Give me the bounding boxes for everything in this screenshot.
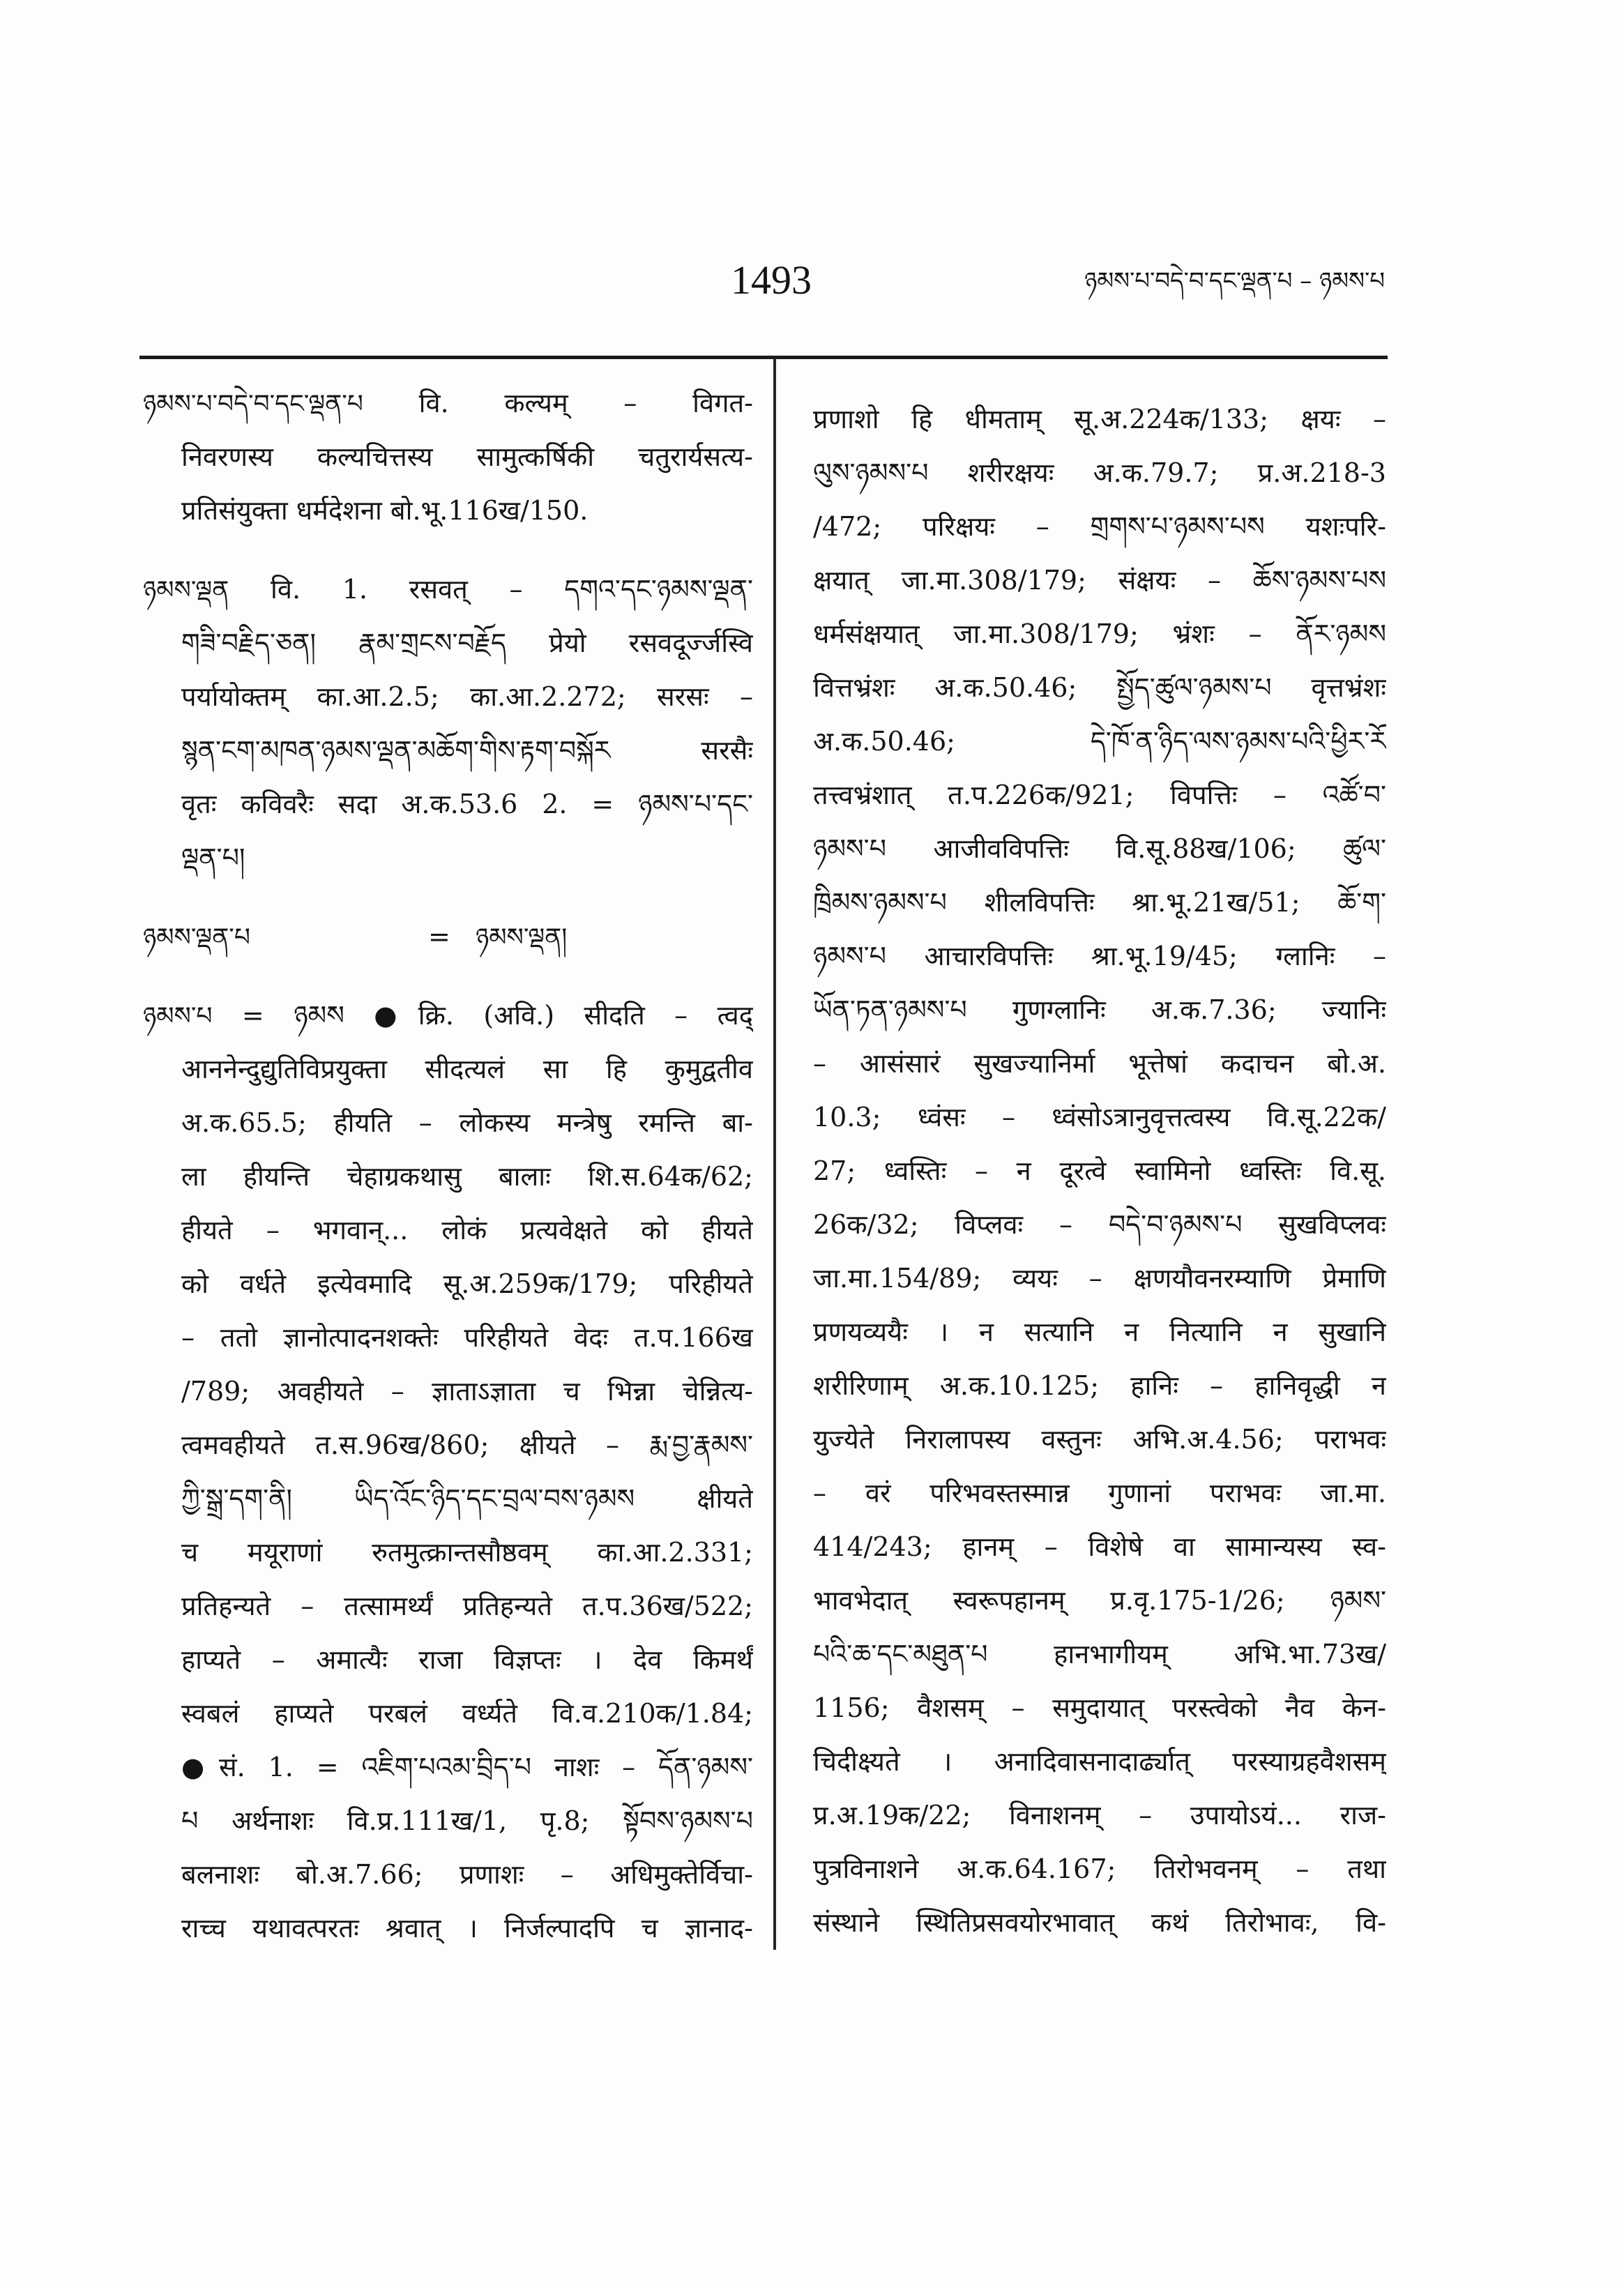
headword: ཉམས་ལྡན་པ [143, 923, 250, 952]
entry-line: ལུས་ཉམས་པ शरीरक्षयः अ.क.79.7; प्र.अ.218-3 [813, 457, 1386, 488]
entry-line: प्रतिहन्यते – तत्सामर्थ्यं प्रतिहन्यते त.प.36ख/522; [181, 1591, 753, 1621]
entry-text: = ཉམས ●क्रि. (अवि.) सीदति – त्वद् [241, 1000, 753, 1031]
entry-line [143, 563, 753, 616]
entry-line: 1156; वैशसम् – समुदायात् परस्त्वेको नैव केन- [813, 1692, 1386, 1723]
dictionary-entry [143, 563, 753, 885]
equals-sign: = [428, 921, 450, 952]
entry-line [143, 377, 753, 430]
entry-line: ●सं. 1. = འཇིག་པའམ་བྲིད་པ नाशः – དོན་ཉམས་ [181, 1752, 753, 1782]
entry-line: པ अर्थनाशः वि.प्र.111ख/1, पृ.8; སྟོབས་ཉམས་པ [181, 1805, 753, 1836]
entry-line: संस्थाने स्थितिप्रसवयोरभावात् कथं तिरोभावः, वि- [813, 1907, 1386, 1938]
entry-line: तत्त्वभ्रंशात् त.प.226क/921; विपत्तिः – འཚོ་བ་ [813, 780, 1386, 810]
entry-text: वि. कल्यम् – विगत- [418, 388, 753, 418]
entry-line: धर्मसंक्षयात् जा.मा.308/179; भ्रंशः – ནོར་ཉམས [813, 619, 1386, 649]
header-rule [139, 356, 1388, 359]
running-head: ཉམས་པ་བདེ་བ་དང་ལྡན་པ – ཉམས་པ [1084, 267, 1385, 295]
entry-line: पुत्रविनाशने अ.क.64.167; तिरोभवनम् – तथा [813, 1854, 1386, 1884]
entry-line: ཡོན་ཏན་ཉམས་པ गुणग्लानिः अ.क.7.36; ज्यानिः [813, 994, 1386, 1025]
entry-line: /472; परिक्षयः – གྲགས་པ་ཉམས་པས यशःपरि- [813, 511, 1386, 542]
entry-line: प्रतिसंयुक्ता धर्मदेशना बो.भू.116ख/150. [181, 495, 589, 526]
entry-line: 26क/32; विप्लवः – བདེ་བ་ཉམས་པ सुखविप्लवः [813, 1209, 1386, 1240]
entry-line: हीयते – भगवान्... लोकं प्रत्यवेक्षते को हीयते [181, 1215, 753, 1245]
entry-line: जा.मा.154/89; व्ययः – क्षणयौवनरम्याणि प्रेमाणि [813, 1263, 1386, 1294]
entry-line: པའི་ཆ་དང་མཐུན་པ हानभागीयम् अभि.भा.73ख/ [813, 1639, 1386, 1669]
page-number: 1493 [731, 257, 812, 303]
entry-line: पर्यायोक्तम् का.आ.2.5; का.आ.2.272; सरसः – [181, 681, 753, 712]
entry-line: ཉམས་པ आचारविपत्तिः श्रा.भू.19/45; ग्लानिः – [813, 941, 1386, 971]
entry-line: /789; अवहीयते – ज्ञाताऽज्ञाता च भिन्ना चेन्नित्य- [181, 1376, 753, 1407]
headword: ཉམས་ལྡན [143, 576, 229, 605]
entry-line: त्वमवहीयते त.स.96ख/860; क्षीयते – རྨ་བྱ་རྣམས་ [181, 1430, 753, 1460]
entry-line [143, 910, 753, 964]
left-column [143, 377, 753, 1955]
entry-line: युज्येते निरालापस्य वस्तुनः अभि.अ.4.56; पराभवः [813, 1424, 1386, 1455]
headword: ཉམས་པ [143, 1002, 213, 1031]
entry-line: बलनाशः बो.अ.7.66; प्रणाशः – अधिमुक्तेर्विचा- [181, 1859, 753, 1890]
entry-line: 414/243; हानम् – विशेषे वा सामान्यस्य स्व- [813, 1531, 1386, 1562]
entry-line: अ.क.65.5; हीयति – लोकस्य मन्त्रेषु रमन्ति बा- [181, 1107, 753, 1138]
entry-line: निवरणस्य कल्यचित्तस्य सामुत्कर्षिकी चतुरार्यसत्य- [181, 441, 753, 472]
entry-line: – आसंसारं सुखज्यानिर्मा भूत्तेषां कदाचन बो.अ. [813, 1048, 1386, 1079]
entry-line: प्रणयव्ययैः । न सत्यानि न नित्यानि न सुखानि [813, 1317, 1386, 1347]
entry-line [143, 989, 753, 1043]
entry-line: 27; ध्वस्तिः – न दूरत्वे स्वामिनो ध्वस्तिः वि.सू. [813, 1156, 1386, 1186]
entry-line: གཟི་བརྗིད་ཅན། རྣམ་གྲངས་བརྗོད प्रेयो रसवदूर्ज्जस्वि [181, 628, 753, 658]
entry-line: भावभेदात् स्वरूपहानम् प्र.वृ.175-1/26; ཉམས་ [813, 1585, 1386, 1616]
entry-line: क्षयात् जा.मा.308/179; संक्षयः – ཆོས་ཉམས་པས [813, 565, 1386, 596]
dictionary-entry [143, 377, 753, 538]
entry-line: स्वबलं हाप्यते परबलं वर्ध्यते वि.व.210क/1.84; [181, 1698, 753, 1729]
entry-line: को वर्धते इत्येवमादि सू.अ.259क/179; परिहीयते [181, 1268, 753, 1299]
right-column [813, 393, 1386, 1950]
entry-line: च मयूराणां रुतमुत्क्रान्तसौष्ठवम् का.आ.2.331; [181, 1537, 753, 1568]
entry-line: ཉམས་པ आजीवविपत्तिः वि.सू.88ख/106; ཚུལ་ [813, 833, 1386, 864]
entry-line: वित्तभ्रंशः अ.क.50.46; སྤྱོད་ཚུལ་ཉམས་པ वृत्तभ्रंशः [813, 672, 1386, 703]
entry-line: वृतः कविवरैः सदा अ.क.53.6 2. = ཉམས་པ་དང་ [181, 789, 753, 819]
entry-line: राच्च यथावत्परतः श्रवात् । निर्जल्पादपि च ज्ञानाद- [181, 1913, 753, 1944]
cross-reference-target: ཉམས་ལྡན། [476, 923, 568, 952]
column-divider [773, 358, 776, 1950]
cross-reference-entry [143, 910, 753, 964]
entry-line: ཀྱི་སྒྲ་དག་ནི། ཡིད་འོང་ཉིད་དང་བྲལ་བས་ཉམས क्षीयते [181, 1483, 753, 1514]
entry-line: अ.क.50.46; དེ་ཁོ་ན་ཉིད་ལས་ཉམས་པའི་ཕྱིར་རོ [813, 726, 1386, 757]
entry-line: शरीरिणाम् अ.क.10.125; हानिः – हानिवृद्धी न [813, 1370, 1386, 1401]
entry-line: སྙན་ངག་མཁན་ཉམས་ལྡན་མཆོག་གིས་རྟག་བསྐོར सरसैः [181, 735, 753, 766]
entry-line: प्रणाशो हि धीमताम् सू.अ.224क/133; क्षयः – [813, 404, 1386, 434]
entry-line: – ततो ज्ञानोत्पादनशक्तेः परिहीयते वेदः त.प.166ख [181, 1322, 753, 1353]
dictionary-entry [143, 989, 753, 1955]
entry-line: चिदीक्ष्यते । अनादिवासनादार्ढ्यात् परस्याग्रहवैशसम् [813, 1746, 1386, 1777]
entry-line: ལྡན་པ། [181, 842, 245, 873]
headword: ཉམས་པ་བདེ་བ་དང་ལྡན་པ [143, 390, 363, 418]
entry-line: आननेन्दुद्युतिविप्रयुक्ता सीदत्यलं सा हि कुमुद्वतीव [181, 1054, 753, 1084]
entry-line: प्र.अ.19क/22; विनाशनम् – उपायोऽयं... राज- [813, 1800, 1386, 1831]
entry-line: ཁྲིམས་ཉམས་པ शीलविपत्तिः श्रा.भू.21ख/51; ཆོ་ག་ [813, 887, 1386, 918]
entry-line: ला हीयन्ति चेहाग्रकथासु बालाः शि.स.64क/62; [181, 1161, 753, 1192]
entry-line: – वरं परिभवस्तस्मान्न गुणानां पराभवः जा.मा. [813, 1478, 1386, 1508]
entry-line: हाप्यते – अमात्यैः राजा विज्ञप्तः । देव किमर्थं [181, 1644, 753, 1675]
entry-line: 10.3; ध्वंसः – ध्वंसोऽत्रानुवृत्तत्वस्य वि.सू.22क/ [813, 1102, 1386, 1132]
entry-text: वि. 1. रसवत् – དགའ་དང་ཉམས་ལྡན་ [271, 574, 753, 605]
